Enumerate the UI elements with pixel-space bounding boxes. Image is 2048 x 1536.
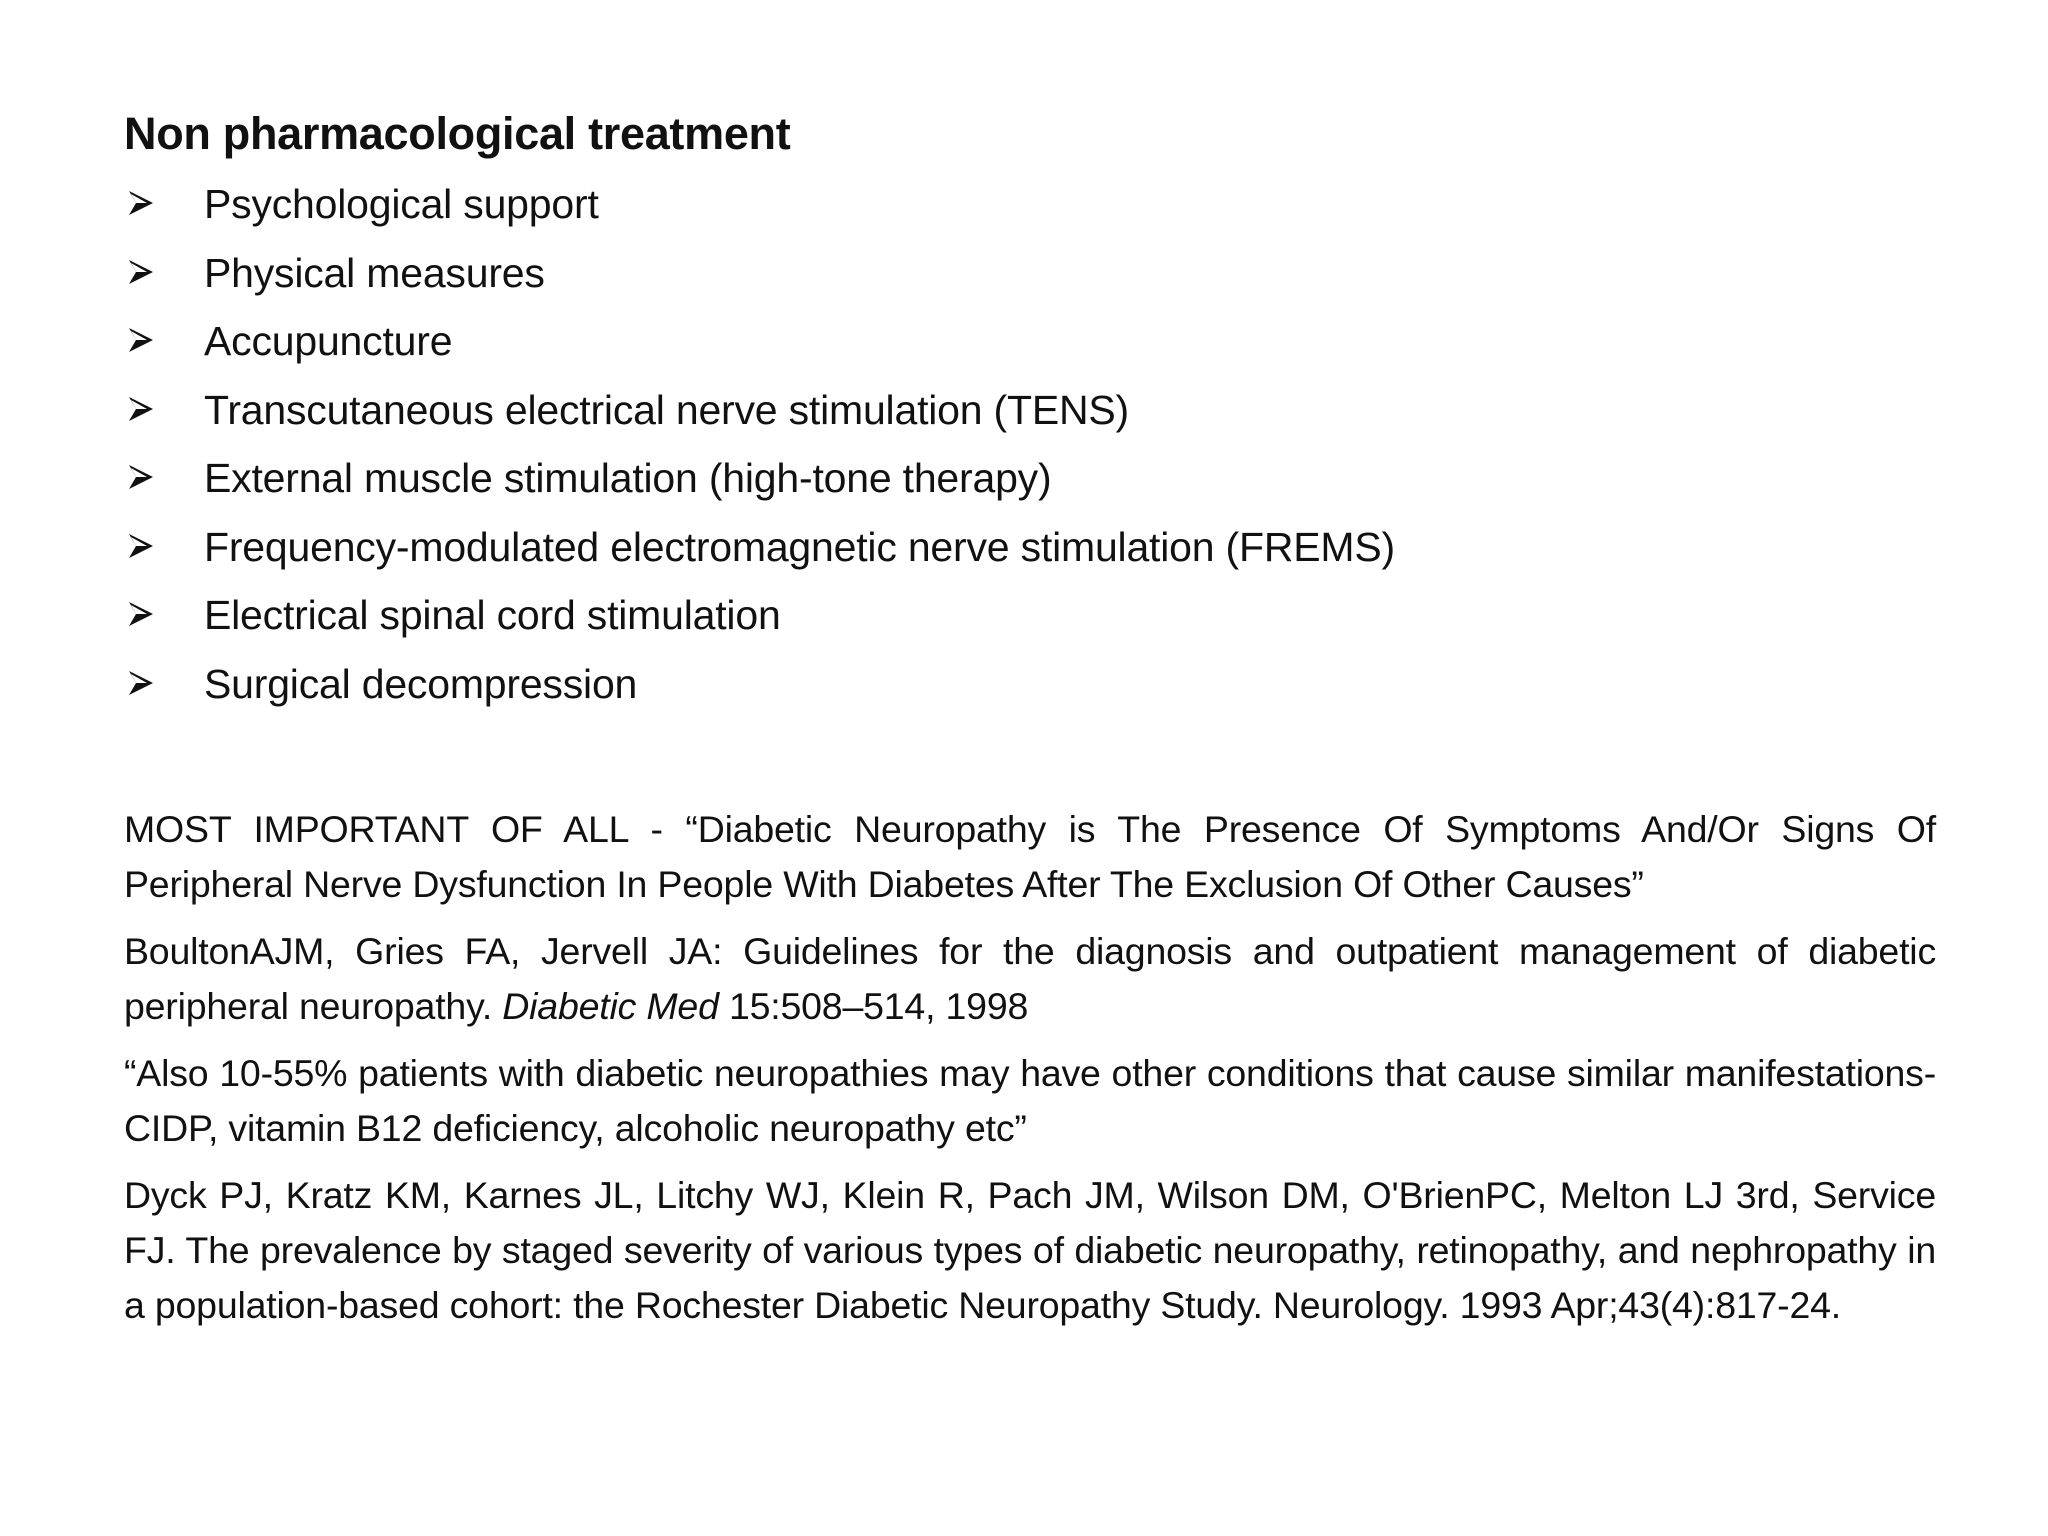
list-item-label: Accupuncture: [204, 318, 453, 364]
list-item-label: Transcutaneous electrical nerve stimulation (TENS): [204, 386, 1130, 433]
list-item: [124, 307, 1936, 376]
list-item: [124, 650, 1936, 719]
important-note: MOST IMPORTANT OF ALL - “Diabetic Neuropathy is The Presence Of Symptoms And/Or Signs Of Peripheral Nerve Dysfunction In People With Diabetes After The Exclusion Of Other Causes”: [124, 808, 1936, 905]
reference-boulton: [124, 924, 1936, 1034]
list-item: [124, 444, 1936, 513]
arrow-bullet-icon: [128, 190, 154, 216]
slide-heading: Non pharmacological treatment: [124, 108, 791, 159]
arrow-bullet-icon: [128, 259, 154, 285]
list-item: [124, 170, 1936, 239]
list-item-label: Electrical spinal cord stimulation: [204, 592, 781, 638]
list-item: [124, 513, 1936, 582]
list-item-label: Physical measures: [204, 249, 545, 296]
list-item: [124, 376, 1936, 445]
list-item: [124, 581, 1936, 650]
arrow-bullet-icon: [128, 464, 154, 490]
arrow-bullet-icon: [128, 601, 154, 627]
list-item-label: Psychological support: [204, 181, 599, 227]
reference-journal: Diabetic Med: [502, 985, 719, 1027]
list-item-label: Frequency-modulated electromagnetic nerve stimulation (FREMS): [204, 523, 1395, 570]
list-item-label: Surgical decompression: [204, 660, 638, 707]
arrow-bullet-icon: [128, 327, 154, 353]
treatment-list: [124, 170, 1936, 718]
slide-content: [124, 104, 1936, 1345]
reference-boulton-text: BoultonAJM, Gries FA, Jervell JA: Guidelines for the diagnosis and outpatient management of diabetic peripheral neuropathy.: [124, 930, 1936, 1027]
arrow-bullet-icon: [128, 533, 154, 559]
prevalence-note: “Also 10-55% patients with diabetic neuropathies may have other conditions that cause similar manifestations- CIDP, vitamin B12 deficiency, alcoholic neuropathy etc”: [124, 1052, 1936, 1149]
arrow-bullet-icon: [128, 670, 154, 696]
reference-dyck: Dyck PJ, Kratz KM, Karnes JL, Litchy WJ, Klein R, Pach JM, Wilson DM, O'BrienPC, Melton LJ 3rd, Service FJ. The prevalence by staged severity of various types of diabetic neuropathy, retinopathy, and nephropathy in a population-based cohort: the Rochester Diabetic Neuropathy Study. Neurology. 1993 Apr;43(4):817-24.: [124, 1174, 1936, 1326]
reference-boulton-citation: 15:508–514, 1998: [718, 985, 1029, 1027]
arrow-bullet-icon: [128, 396, 154, 422]
list-item: [124, 239, 1936, 308]
list-item-label: External muscle stimulation (high-tone therapy): [204, 455, 1052, 501]
references-section: [124, 802, 1936, 1333]
